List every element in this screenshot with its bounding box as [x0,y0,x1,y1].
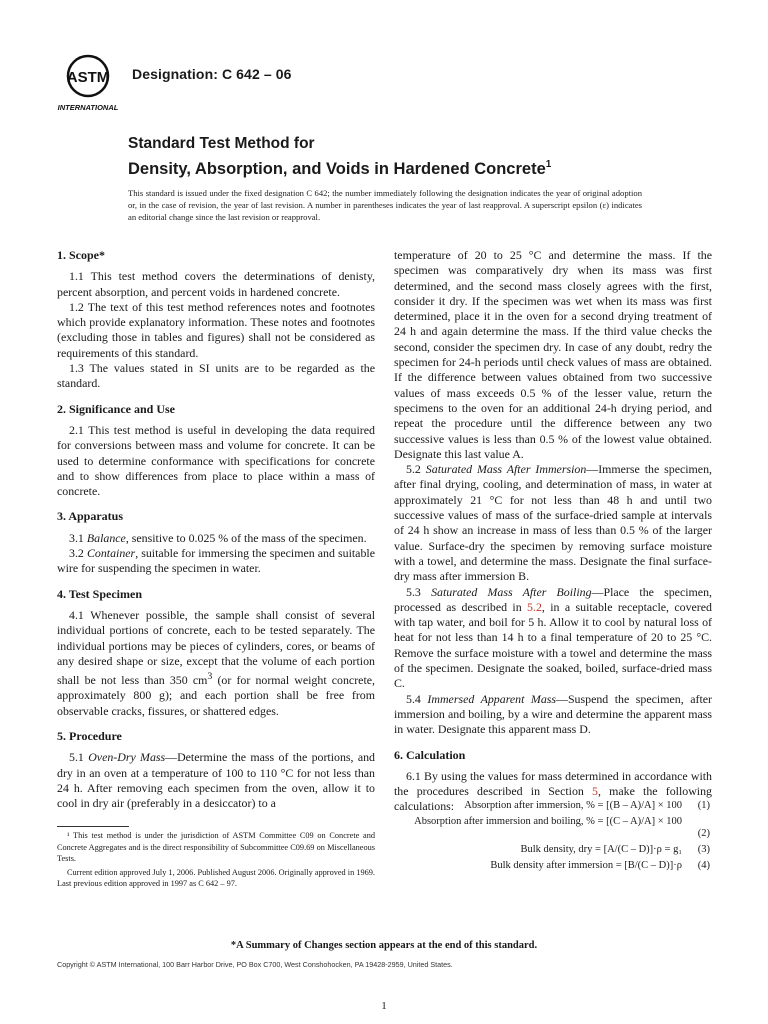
equation-text: Absorption after immersion and boiling, % = [(C – A)/A] × 100 [414,816,682,827]
scope-heading: 1. Scope* [57,248,105,262]
apparatus-heading: 3. Apparatus [57,509,124,524]
page-number: 1 [381,1000,387,1012]
test-specimen-heading: 4. Test Specimen [57,586,143,601]
equation-1 [394,800,712,816]
left-column [57,248,375,811]
term-saturated-mass-immersion: Saturated Mass After Immersion [425,462,587,477]
equation-number: (4) [697,860,710,871]
equation-number: (3) [697,844,710,855]
procedure-p2: 5.2 Saturated Mass After Immersion—Immerse the specimen, after final drying, cooling, and determination of mass, in water at approximately 21 °C for not less than 48 h and until two successive values of mass of the surface-dried sample at intervals of 24 h show an increase in mass of less than 0.5 % of the larger value. Surface-dry the specimen by removing surface moisture with a towel, and determine the mass. Designate the final surface-dry mass after immersion B. [394,462,713,584]
section-link-5[interactable]: 5 [592,784,598,799]
calculation-heading: 6. Calculation [394,747,466,762]
calculation-p1: 6.1 By using the values for mass determined in accordance with the procedures described in Section 5, make the following calculations: [394,768,712,814]
astm-logo [54,52,126,114]
footnote-2: Current edition approved July 1, 2006. Published August 2006. Originally approved in 1969. Last previous edition approved in 1997 as C 642 – 97. [57,867,375,889]
footnote-1: ¹ This test method is under the jurisdiction of ASTM Committee C09 on Concrete and Concrete Aggregates and is the direct responsibility of Subcommittee C09.69 on Miscellaneous Tests. [57,831,375,864]
equation-3 [394,844,712,860]
term-saturated-mass-boiling: Saturated Mass After Boiling [431,584,592,599]
apparatus-p1: 3.1 Balance, sensitive to 0.025 % of the mass of the specimen. [69,530,367,545]
right-column [394,248,712,815]
scope-p3: 1.3 The values stated in SI units are to be regarded as the standard. [57,361,375,391]
equation-number: (1) [697,800,710,811]
summary-note: *A Summary of Changes section appears at the end of this standard. [230,940,538,951]
footnote-divider [57,826,129,827]
procedure-heading: 5. Procedure [57,728,122,743]
title-line1: Standard Test Method for [128,135,315,152]
equations [394,800,712,876]
equation-text: Bulk density, dry = [A/(C – D)]·ρ = g₁ [520,844,682,855]
apparatus-p2: 3.2 Container, suitable for immersing the specimen and suitable wire for suspending the specimen in water. [57,546,375,576]
designation: Designation: C 642 – 06 [132,66,292,82]
title-footnote-mark: 1 [545,159,552,170]
footnotes [57,830,375,892]
term-balance: Balance [86,530,126,545]
term-oven-dry-mass: Oven-Dry Mass [88,750,166,765]
procedure-p4: 5.4 Immersed Apparent Mass—Suspend the specimen, after immersion and boiling, by a wire and determine the apparent mass in water. Designate this apparent mass D. [394,691,712,737]
procedure-p3: 5.3 Saturated Mass After Boiling—Place the specimen, processed as described in 5.2, in a suitable receptacle, covered with tap water, and boil for 5 h. Allow it to cool by natural loss of heat for not less than 14 h to a final temperature of 20 to 25 °C. Remove the surface moisture with a towel and determine the mass of the specimen. Designate the soaked, boiled, surface-dried mass C. [394,584,712,691]
intro-paragraph: This standard is issued under the fixed designation C 642; the number immediately following the designation indicates the year of original adoption or, in the case of revision, the year of last revision. A number in parentheses indicates the year of last reapproval. A superscript epsilon (ε) indicates an editorial change since the last revision or reapproval. [128,188,642,222]
significance-heading: 2. Significance and Use [57,401,176,416]
equation-4 [394,860,712,876]
logo-text: ASTM [66,69,110,86]
title-main: Density, Absorption, and Voids in Hardened Concrete [128,160,546,178]
scope-p1: 1.1 This test method covers the determinations of denisty, percent absorption, and percent voids in hardened concrete. [57,269,375,299]
term-immersed-apparent-mass: Immersed Apparent Mass [427,691,557,706]
scope-p2: 1.2 The text of this test method references notes and footnotes which provide explanatory information. These notes and footnotes (excluding those in tables and figures) shall not be considered as requirements of this standard. [57,299,375,360]
procedure-p1: 5.1 Oven-Dry Mass—Determine the mass of the portions, and dry in an oven at a temperature of 100 to 110 °C for not less than 24 h. After removing each specimen from the oven, allow it to cool in dry air (preferably in a desiccator) to a [57,750,375,811]
equation-text: Bulk density after immersion = [B/(C – D)]·ρ [490,860,682,871]
equation-text: Absorption after immersion, % = [(B – A)/A] × 100 [464,800,682,811]
procedure-p1-cont: temperature of 20 to 25 °C and determine the mass. If the specimen was comparatively dry when its mass was first determined, and the second mass closely agrees with the first, consider it dry. If the specimen was wet when its mass was first determined, place it in the oven for a second drying treatment of 24 h and again determine the mass. If the third value checks the second, consider the specimen dry. In case of any doubt, redry the specimen for 24-h periods until check values of mass are obtained. If the difference between values obtained from two successive values of mass exceeds 0.5 % of the lesser value, return the specimens to the oven for an additional 24-h drying period, and repeat the procedure until the difference between any two successive values is less than 0.5 % of the lowest value obtained. Designate this last value A. [394,248,712,461]
significance-p1: 2.1 This test method is useful in developing the data required for conversions between mass and volume for concrete. It can be used to determine conformance with specifications for concrete and to show differences from place to place within a mass of concrete. [57,422,375,499]
term-container: Container [86,546,136,561]
test-specimen-p1: 4.1 Whenever possible, the sample shall consist of several individual portions of concrete, each to be tested separately. The individual portions may be pieces of cylinders, cores, or beams of any desired shape or size, except that the volume of each portion shall be not less than 350 $cm^3$ (or for normal weight concrete, approximately 800 g); and each portion shall be free from observable cracks, fissures, or shattered edges. [57,607,375,718]
equation-number: (2) [697,828,710,839]
equation-2 [394,816,712,844]
logo-subtext: INTERNATIONAL [57,103,119,112]
title-block [128,134,688,180]
title-line2 [128,154,688,180]
section-link-5-2[interactable]: 5.2 [527,599,542,614]
copyright: Copyright © ASTM International, 100 Barr Harbor Drive, PO Box C700, West Conshohocken, PA 19428-2959, United States. [57,960,453,969]
